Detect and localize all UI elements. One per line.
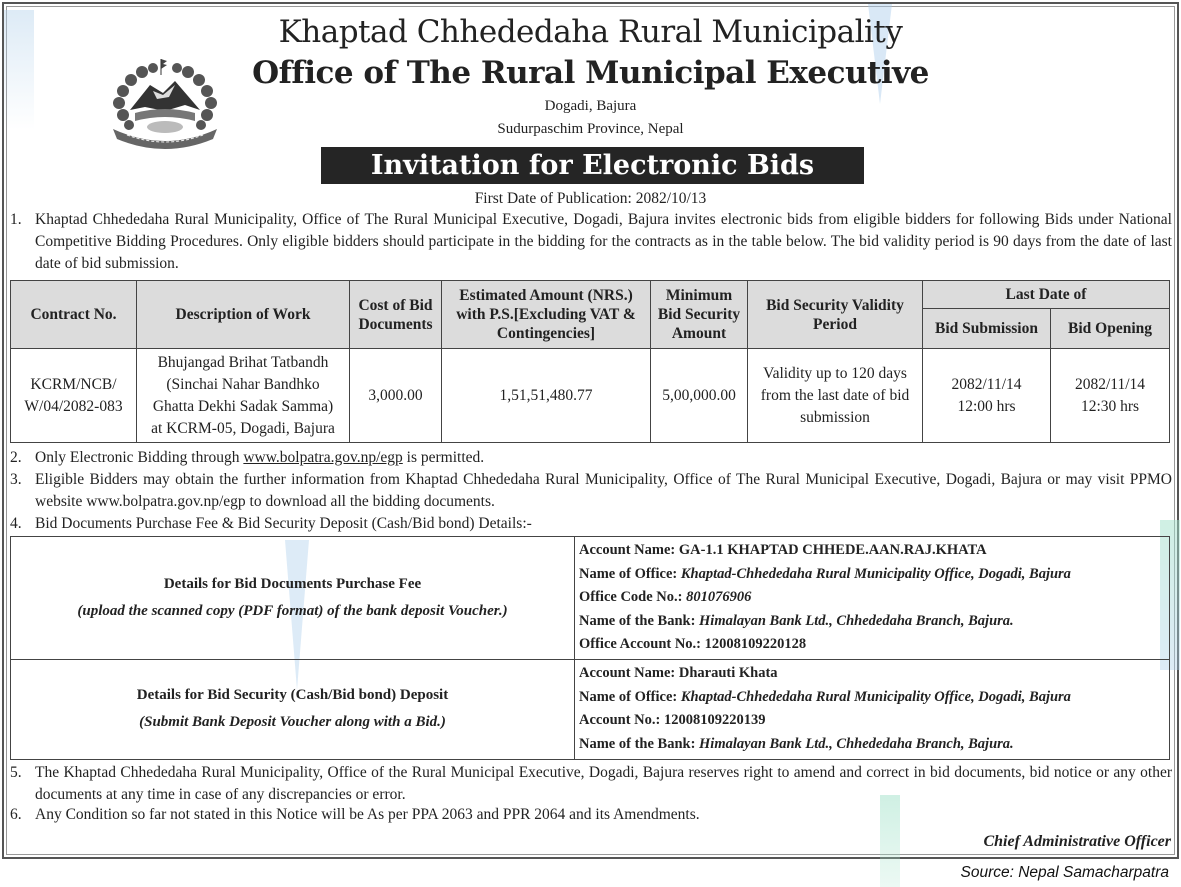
security-deposit-details-cell bbox=[575, 659, 1170, 759]
security-deposit-subtitle: (Submit Bank Deposit Voucher along with a Bid.) bbox=[139, 714, 446, 730]
col-bid-opening: Bid Opening bbox=[1051, 309, 1170, 349]
paragraph-text: Eligible Bidders may obtain the further information from Khaptad Chhededaha Rural Municipality, Office of The Rural Municipal Executive, Dogadi, Bajura or may visit PPMO website www.bolpatra.gov.np/egp to download all the bidding documents. bbox=[35, 471, 1172, 510]
estimate-cell: 1,51,51,480.77 bbox=[442, 349, 651, 443]
purchase-fee-details-cell bbox=[575, 537, 1170, 660]
paragraph-text-before: Only Electronic Bidding through bbox=[35, 449, 244, 466]
purchase-fee-heading-cell bbox=[11, 537, 575, 660]
paragraph-number: 3. bbox=[10, 471, 22, 488]
purchase-fee-title: Details for Bid Documents Purchase Fee bbox=[163, 575, 422, 592]
office-name-line: Name of Office: Khaptad-Chhededaha Rural Municipality Office, Dogadi, Bajura bbox=[579, 688, 1071, 705]
bolpatra-link[interactable]: www.bolpatra.gov.np/egp bbox=[243, 449, 403, 466]
security-deposit-heading-cell bbox=[11, 659, 575, 759]
description-line: at KCRM-05, Dogadi, Bajura bbox=[151, 419, 335, 437]
col-min-security: Minimum Bid Security Amount bbox=[651, 281, 748, 349]
bid-table bbox=[10, 280, 1170, 443]
address-line-2: Sudurpaschim Province, Nepal bbox=[497, 121, 684, 137]
paragraph-number: 5. bbox=[10, 764, 22, 781]
opening-cell bbox=[1051, 349, 1170, 443]
paragraph-text bbox=[10, 447, 1172, 469]
col-estimate: Estimated Amount (NRS.) with P.S.[Excluding VAT & Contingencies] bbox=[442, 281, 651, 349]
bank-name-line: Name of the Bank: Himalayan Bank Ltd., Chhededaha Branch, Bajura. bbox=[579, 612, 1014, 629]
paragraph-number: 2. bbox=[10, 449, 22, 466]
description-line: Bhujangad Brihat Tatbandh bbox=[157, 353, 329, 371]
account-name-line: Account Name: Dharauti Khata bbox=[579, 665, 778, 681]
paragraph-6 bbox=[10, 804, 1172, 826]
col-validity: Bid Security Validity Period bbox=[748, 281, 923, 349]
submission-cell bbox=[923, 349, 1051, 443]
description-cell bbox=[137, 349, 350, 443]
submission-time: 12:00 hrs bbox=[957, 397, 1016, 415]
paragraph-1 bbox=[10, 209, 1172, 275]
paragraph-5 bbox=[10, 762, 1172, 806]
col-description: Description of Work bbox=[137, 281, 350, 349]
account-no-line: Account No.: 12008109220139 bbox=[579, 712, 766, 728]
bank-name-line: Name of the Bank: Himalayan Bank Ltd., Chhededaha Branch, Bajura. bbox=[579, 735, 1014, 752]
office-name: Office of The Rural Municipal Executive bbox=[252, 55, 929, 91]
paragraph-text: Bid Documents Purchase Fee & Bid Security Deposit (Cash/Bid bond) Details:- bbox=[35, 515, 532, 532]
municipality-name: Khaptad Chhededaha Rural Municipality bbox=[278, 14, 903, 50]
purchase-fee-row bbox=[11, 537, 1170, 660]
address-line-1: Dogadi, Bajura bbox=[544, 98, 637, 114]
purchase-fee-subtitle: (upload the scanned copy (PDF format) of the bank deposit Voucher.) bbox=[77, 602, 508, 619]
col-last-date: Last Date of bbox=[923, 281, 1170, 309]
notice-title-banner: Invitation for Electronic Bids bbox=[321, 147, 864, 184]
paragraph-text: The Khaptad Chhededaha Rural Municipality, Office of the Rural Municipal Executive, Dogadi, Bajura reserves right to amend and correct in bid documents, bid notice or any other documents at any time in case of any discrepancies or error. bbox=[35, 764, 1172, 803]
opening-date: 2082/11/14 bbox=[1074, 375, 1146, 393]
paragraph-text-after: is permitted. bbox=[402, 449, 485, 466]
publication-date: First Date of Publication: 2082/10/13 bbox=[474, 190, 707, 207]
min-security-cell: 5,00,000.00 bbox=[651, 349, 748, 443]
source-credit: Source: Nepal Samacharpatra bbox=[960, 864, 1169, 881]
col-contract-no: Contract No. bbox=[11, 281, 137, 349]
paragraph-number: 6. bbox=[10, 806, 22, 823]
paragraph-text: Any Condition so far not stated in this Notice will be As per PPA 2063 and PPR 2064 and its Amendments. bbox=[35, 806, 700, 823]
account-name-line: Account Name: GA-1.1 KHAPTAD CHHEDE.AAN.RAJ.KHATA bbox=[579, 542, 987, 558]
col-cost: Cost of Bid Documents bbox=[350, 281, 442, 349]
paragraph-number: 1. bbox=[10, 211, 22, 228]
paragraph-2 bbox=[10, 447, 1172, 469]
paragraph-4 bbox=[10, 513, 1172, 535]
description-line: Ghatta Dekhi Sadak Samma) bbox=[152, 397, 334, 415]
col-bid-submission: Bid Submission bbox=[923, 309, 1051, 349]
office-name-line: Name of Office: Khaptad-Chhededaha Rural Municipality Office, Dogadi, Bajura bbox=[579, 565, 1071, 582]
security-deposit-row bbox=[11, 659, 1170, 759]
contract-no-cell bbox=[11, 349, 137, 443]
office-code-line: Office Code No.: 801076906 bbox=[579, 589, 752, 605]
paragraph-number: 4. bbox=[10, 515, 22, 532]
contract-no-line: KCRM/NCB/ bbox=[30, 375, 117, 393]
paragraph-3 bbox=[10, 469, 1172, 513]
signatory-title: Chief Administrative Officer bbox=[983, 833, 1171, 850]
opening-time: 12:30 hrs bbox=[1080, 397, 1140, 415]
fee-details-table bbox=[10, 536, 1170, 760]
cost-cell: 3,000.00 bbox=[350, 349, 442, 443]
submission-date: 2082/11/14 bbox=[951, 375, 1022, 393]
office-account-line: Office Account No.: 12008109220128 bbox=[579, 636, 807, 652]
security-deposit-title: Details for Bid Security (Cash/Bid bond) Deposit bbox=[136, 687, 449, 703]
description-line: (Sinchai Nahar Bandhko bbox=[166, 375, 320, 393]
paragraph-text: Khaptad Chhededaha Rural Municipality, Office of The Rural Municipal Executive, Dogadi, Bajura invites electronic bids from eligible bidders for following Bids under National Competitive Bidding Procedures. Only eligible bidders should participate in the bidding for the contracts as in the table below. The bid validity period is 90 days from the date of last date of bid submission. bbox=[35, 211, 1172, 272]
contract-no-line: W/04/2082-083 bbox=[24, 397, 123, 415]
validity-cell: Validity up to 120 days from the last date of bid submission bbox=[748, 349, 923, 443]
table-row bbox=[11, 349, 1170, 443]
